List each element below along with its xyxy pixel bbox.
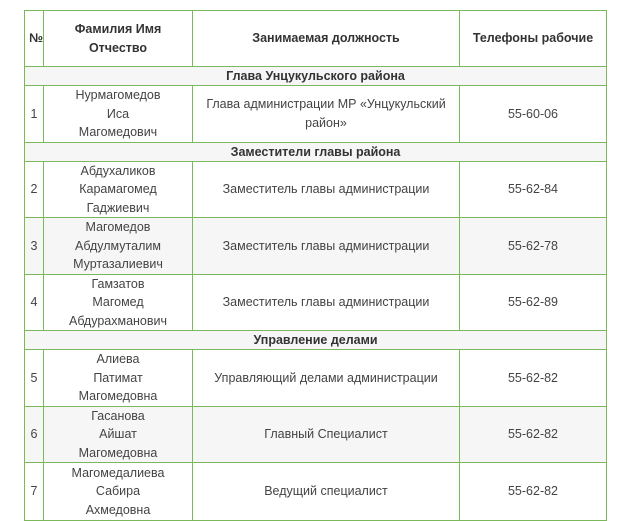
surname: Магомедалиева — [71, 465, 165, 480]
row-position: Ведущий специалист — [193, 463, 460, 521]
row-name — [44, 274, 193, 331]
row-position: Управляющий делами администрации — [193, 350, 460, 407]
first-name: Магомед — [92, 295, 144, 309]
section-row-head-of-district — [25, 67, 607, 86]
row-phone: 55-62-82 — [460, 350, 607, 407]
row-phone: 55-60-06 — [460, 86, 607, 143]
table-row — [25, 463, 607, 521]
header-phone: Телефоны рабочие — [460, 11, 607, 67]
patronymic: Магомедовна — [78, 389, 158, 403]
first-name: Патимат — [93, 370, 143, 385]
row-num: 1 — [25, 86, 44, 143]
table-row — [25, 161, 607, 218]
row-name — [44, 463, 193, 521]
section-title: Заместители главы района — [25, 142, 607, 161]
patronymic: Гаджиевич — [86, 200, 150, 215]
header-num: № — [25, 11, 44, 67]
row-num: 4 — [25, 274, 44, 331]
row-phone: 55-62-82 — [460, 463, 607, 521]
row-num: 3 — [25, 218, 44, 275]
first-name: Карамагомед — [79, 182, 157, 196]
table-row — [25, 350, 607, 407]
section-title: Управление делами — [25, 331, 607, 350]
row-position: Глава администрации МР «Унцукульский район» — [193, 86, 460, 143]
header-name: Фамилия Имя Отчество — [44, 11, 193, 67]
row-num: 6 — [25, 406, 44, 463]
row-name — [44, 350, 193, 407]
row-name — [44, 86, 193, 143]
header-position: Занимаемая должность — [193, 11, 460, 67]
patronymic: Ахмедовна — [85, 502, 151, 517]
table-header-row — [25, 11, 607, 67]
row-phone: 55-62-78 — [460, 218, 607, 275]
row-position: Заместитель главы администрации — [193, 218, 460, 275]
row-position: Заместитель главы администрации — [193, 161, 460, 218]
first-name: Абдулмуталим — [75, 238, 161, 253]
table-row — [25, 218, 607, 275]
section-row-administration — [25, 331, 607, 350]
row-phone: 55-62-84 — [460, 161, 607, 218]
patronymic: Муртазалиевич — [73, 257, 163, 271]
row-phone: 55-62-82 — [460, 406, 607, 463]
row-num: 2 — [25, 161, 44, 218]
surname: Абдухаликов — [80, 163, 156, 178]
first-name: Иса — [106, 106, 130, 121]
row-position: Заместитель главы администрации — [193, 274, 460, 331]
row-num: 7 — [25, 463, 44, 521]
surname: Гамзатов — [91, 276, 145, 291]
row-name — [44, 161, 193, 218]
surname: Алиева — [96, 352, 140, 366]
surname: Гасанова — [91, 408, 145, 423]
surname: Нурмагомедов — [75, 88, 161, 102]
table-row — [25, 406, 607, 463]
section-row-deputies — [25, 142, 607, 161]
surname: Магомедов — [85, 220, 151, 234]
row-name — [44, 218, 193, 275]
first-name: Айшат — [99, 427, 137, 441]
table-row — [25, 274, 607, 331]
row-num: 5 — [25, 350, 44, 407]
patronymic: Абдурахманович — [68, 313, 168, 328]
section-title: Глава Унцукульского района — [25, 67, 607, 86]
table-row — [25, 86, 607, 143]
staff-directory-table — [24, 10, 607, 521]
row-name — [44, 406, 193, 463]
row-phone: 55-62-89 — [460, 274, 607, 331]
patronymic: Магомедович — [78, 125, 158, 139]
patronymic: Магомедовна — [78, 445, 158, 460]
row-position: Главный Специалист — [193, 406, 460, 463]
first-name: Сабира — [95, 484, 141, 499]
